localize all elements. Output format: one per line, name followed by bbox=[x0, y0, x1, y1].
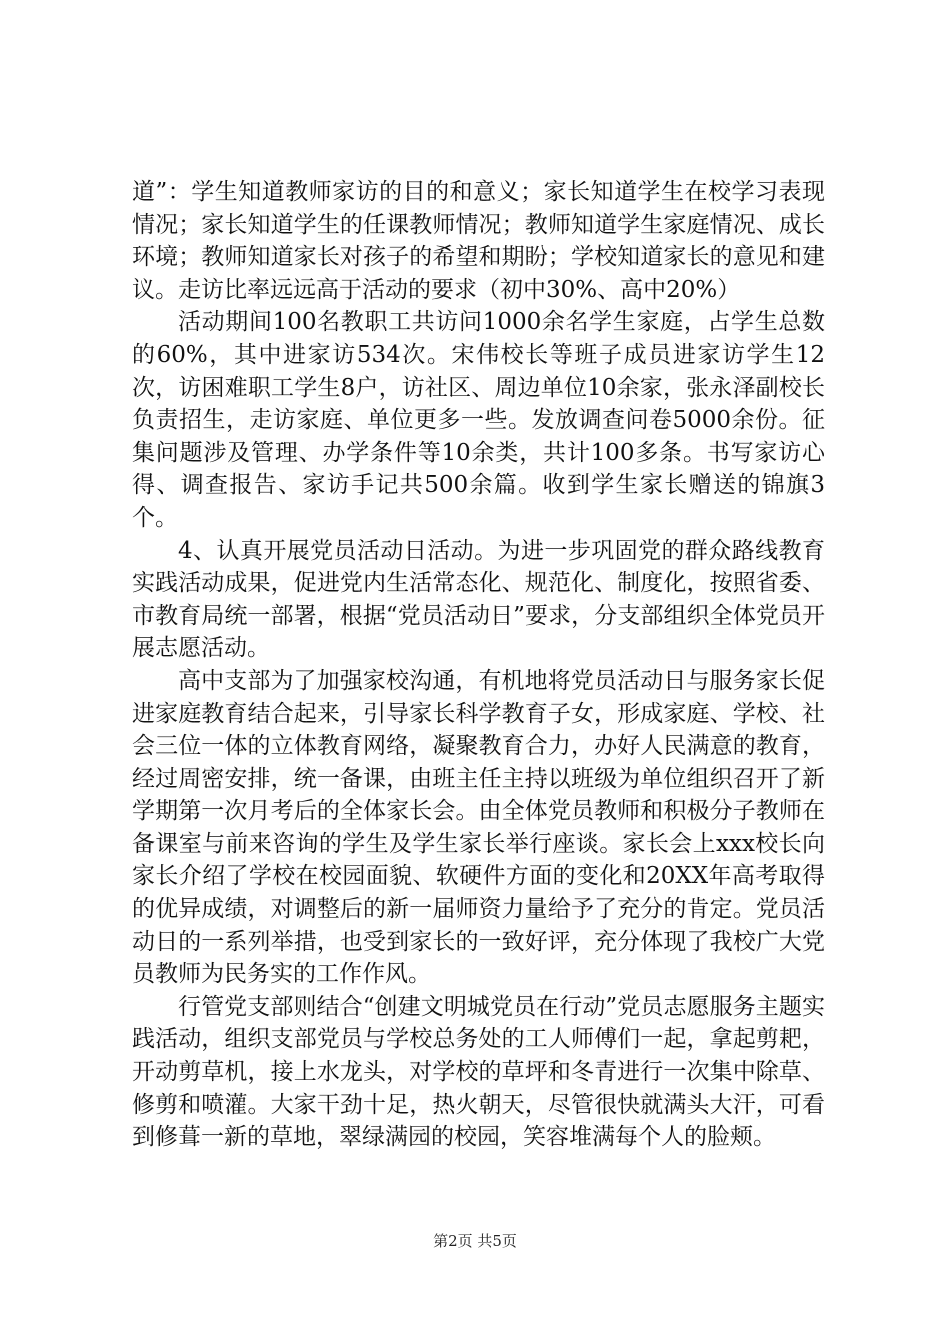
paragraph-continuation: 道”：学生知道教师家访的目的和意义；家长知道学生在校学习表现情况；家长知道学生的任课教师情况；教师知道学生家庭情况、成长环境；教师知道家长对孩子的希望和期盼；学校知道家长的意见和建议。走访比率远远高于活动的要求（初中30%、高中20%） bbox=[132, 179, 825, 303]
paragraph-high-school-branch: 高中支部为了加强家校沟通，有机地将党员活动日与服务家长促进家庭教育结合起来，引导家长科学教育子女，形成家庭、学校、社会三位一体的立体教育网络，凝聚教育合力，办好人民满意的教育，经过周密安排，统一备课，由班主任主持以班级为单位组织召开了新学期第一次月考后的全体家长会。由全体党员教师和积极分子教师在备课室与前来咨询的学生及学生家长举行座谈。家长会上xxx校长向家长介绍了学校在校园面貌、软硬件方面的变化和20XX年高考取得的优异成绩，对调整后的新一届师资力量给予了充分的肯定。党员活动日的一系列举措，也受到家长的一致好评，充分体现了我校广大党员教师为民务实的工作作风。 bbox=[132, 667, 825, 988]
document-body bbox=[132, 176, 825, 1154]
page-footer: 第2页 共5页 bbox=[433, 1232, 517, 1250]
paragraph-party-activity-day: 4、认真开展党员活动日活动。为进一步巩固党的群众路线教育实践活动成果，促进党内生活常态化、规范化、制度化，按照省委、市教育局统一部署，根据“党员活动日”要求，分支部组织全体党员开展志愿活动。 bbox=[132, 537, 825, 662]
paragraph-admin-branch: 行管党支部则结合“创建文明城党员在行动”党员志愿服务主题实践活动，组织支部党员与学校总务处的工人师傅们一起，拿起剪耙，开动剪草机，接上水龙头，对学校的草坪和冬青进行一次集中除草、修剪和喷灌。大家干劲十足，热火朝天，尽管很快就满头大汗，可看到修葺一新的草地，翠绿满园的校园，笑容堆满每个人的脸颊。 bbox=[132, 993, 825, 1151]
paragraph-home-visit-stats: 活动期间100名教职工共访问1000余名学生家庭，占学生总数的60%，其中进家访534次。宋伟校长等班子成员进家访学生12次，访困难职工学生8户，访社区、周边单位10余家，张永泽副校长负责招生，走访家庭、单位更多一些。发放调查问卷5000余份。征集问题涉及管理、办学条件等10余类，共计100多条。书写家访心得、调查报告、家访手记共500余篇。收到学生家长赠送的锦旗3个。 bbox=[132, 309, 825, 531]
